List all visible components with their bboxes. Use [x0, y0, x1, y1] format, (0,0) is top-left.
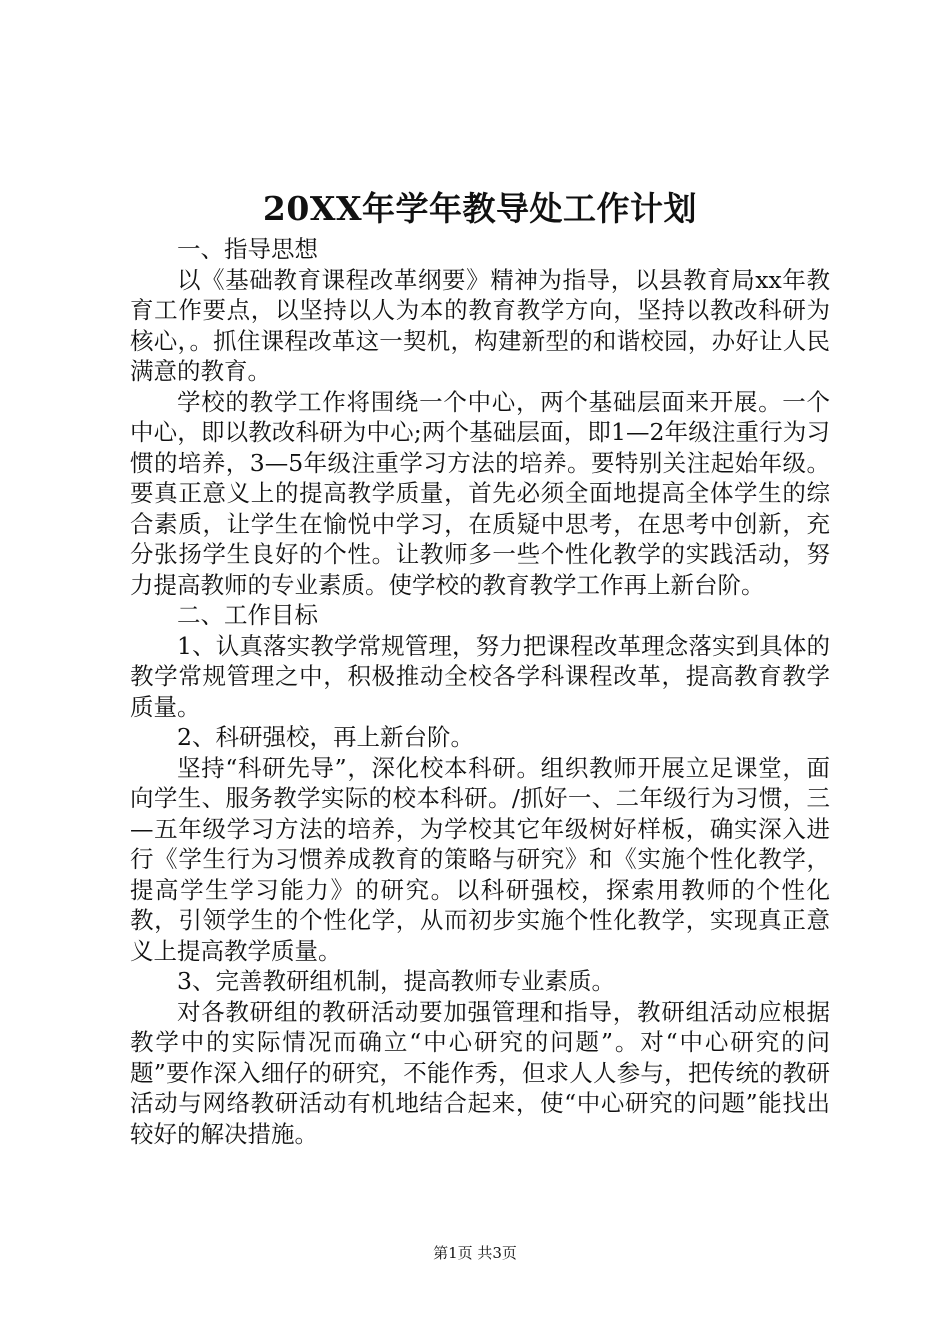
paragraph: 对各教研组的教研活动要加强管理和指导，教研组活动应根据教学中的实际情况而确立“中心研究的问题”。对“中心研究的问题”要作深入细仔的研究，不能作秀，但求人人参与，把传统的教研活动与网络教研活动有机地结合起来，使“中心研究的问题”能找出较好的解决措施。 — [130, 997, 830, 1148]
paragraph: 3、完善教研组机制，提高教师专业素质。 — [177, 967, 615, 995]
paragraph: 2、科研强校，再上新台阶。 — [177, 723, 474, 751]
paragraph: 以《基础教育课程改革纲要》精神为指导，以县教育局xx年教育工作要点，以坚持以人为本的教育教学方向，坚持以教改科研为核心，。抓住课程改革这一契机，构建新型的和谐校园，办好让人民满意的教育。 — [130, 265, 830, 385]
document-body — [130, 234, 830, 1149]
document-page — [130, 186, 830, 1149]
paragraph: 1、认真落实教学常规管理，努力把课程改革理念落实到具体的教学常规管理之中，积极推动全校各学科课程改革，提高教育教学质量。 — [130, 631, 830, 721]
document-title: 20XX年学年教导处工作计划 — [262, 189, 698, 228]
page-footer: 第1页 共3页 — [433, 1244, 517, 1262]
paragraph: 坚持“科研先导”，深化校本科研。组织教师开展立足课堂，面向学生、服务教学实际的校本科研。/抓好一、二年级行为习惯，三—五年级学习方法的培养，为学校其它年级树好样板，确实深入进行《学生行为习惯养成教育的策略与研究》和《实施个性化教学，提高学生学习能力》的研究。以科研强校，探索用教师的个性化教，引领学生的个性化学，从而初步实施个性化教学，实现真正意义上提高教学质量。 — [130, 753, 830, 965]
section-heading-guiding-thought: 一、指导思想 — [177, 235, 318, 263]
section-heading-work-goals: 二、工作目标 — [177, 601, 318, 629]
paragraph: 学校的教学工作将围绕一个中心，两个基础层面来开展。一个中心，即以教改科研为中心;两个基础层面，即1—2年级注重行为习惯的培养，3—5年级注重学习方法的培养。要特别关注起始年级。要真正意义上的提高教学质量，首先必须全面地提高全体学生的综合素质，让学生在愉悦中学习，在质疑中思考，在思考中创新，充分张扬学生良好的个性。让教师多一些个性化教学的实践活动，努力提高教师的专业素质。使学校的教育教学工作再上新台阶。 — [130, 387, 830, 599]
